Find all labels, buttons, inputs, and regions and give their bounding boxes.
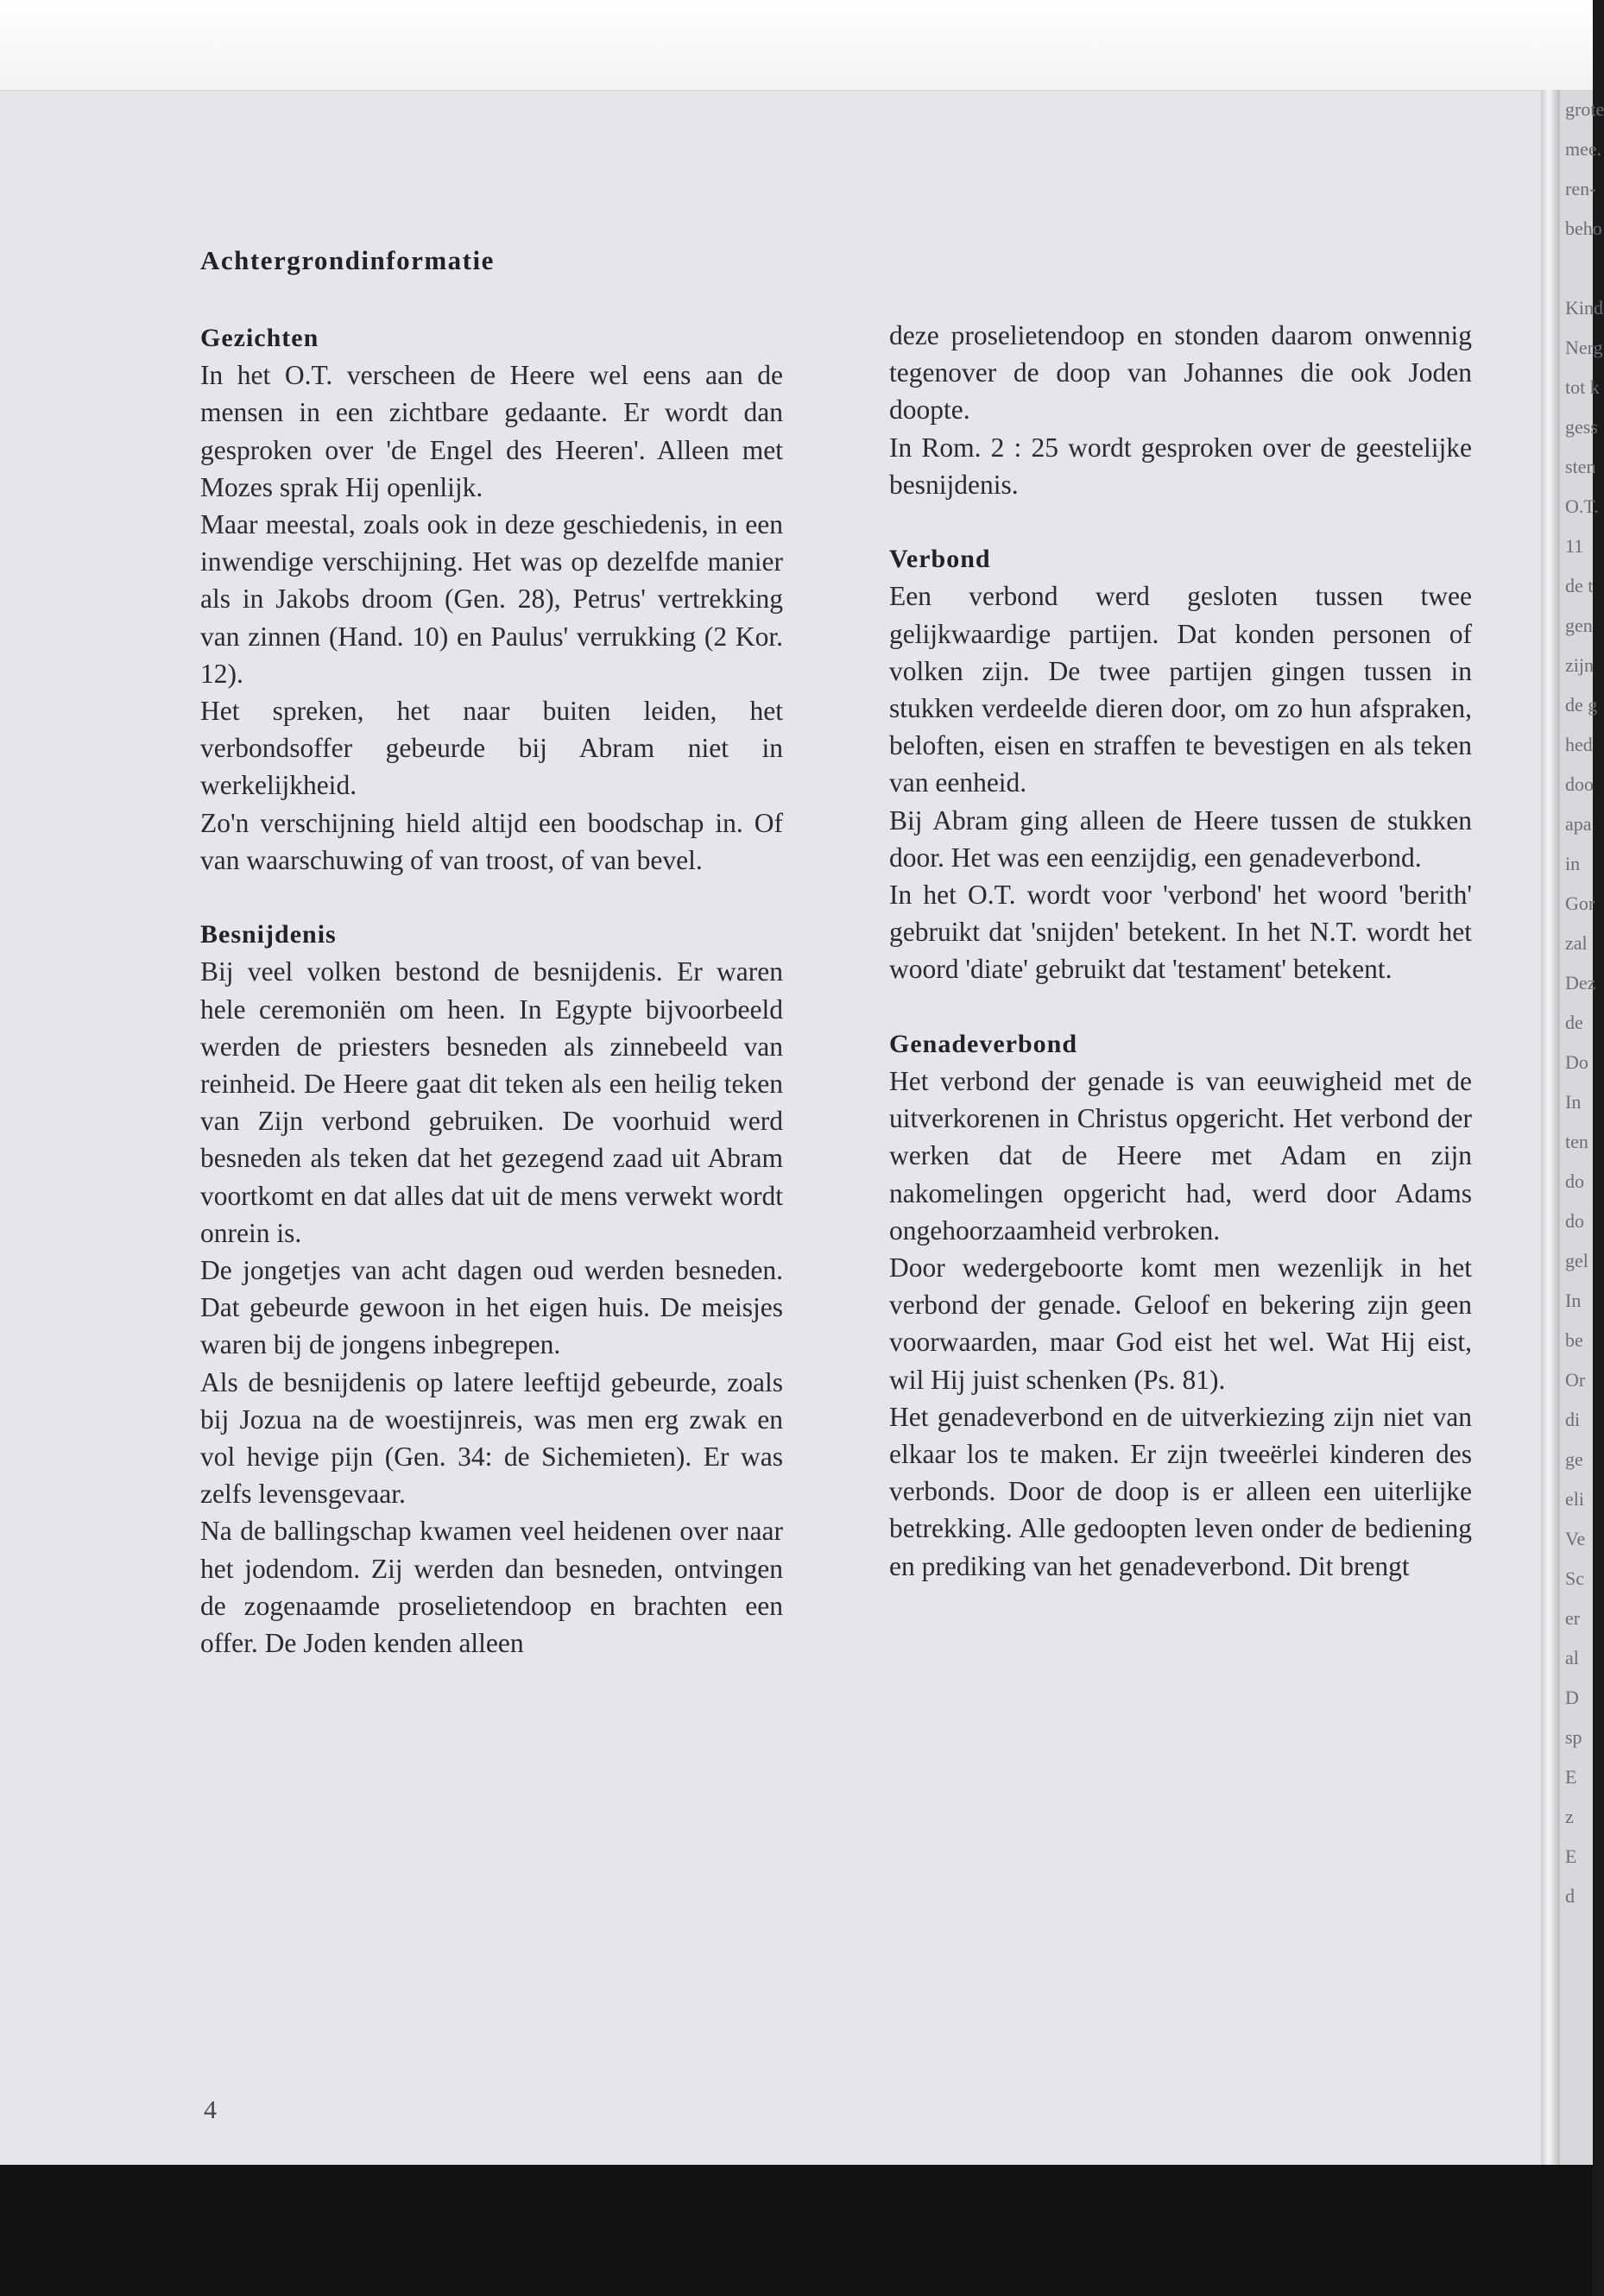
paragraph: Het verbond der genade is van eeuwigheid met de uitverkorenen in Christus opgericht. Het verbond der werken dat de Heere met Adam en zijn nakomelingen opgericht had, werd door Adams ongehoorzaamheid verbroken.: [889, 1066, 1472, 1246]
right-column: [889, 317, 1472, 1585]
facing-page-fragment: E: [1565, 1766, 1577, 1788]
paragraph: Het genadeverbond en de uitverkiezing zijn niet van elkaar los te maken. Er zijn tweeërlei kinderen des verbonds. Door de doop is er alleen een uiterlijke betrekking. Alle gedoopten leven onder de bediening en prediking van het genadeverbond. Dit brengt: [889, 1401, 1472, 1581]
facing-page-fragment: zal: [1565, 932, 1588, 954]
facing-page-fragment: In: [1565, 1290, 1582, 1311]
section-heading: Besnijdenis: [200, 920, 337, 949]
section-gap: [200, 879, 783, 916]
facing-page-fragment: Ve: [1565, 1528, 1586, 1549]
paragraph: deze proselietendoop en stonden daarom onwennig tegenover de doop van Johannes die ook Joden doopte.: [889, 320, 1472, 426]
top-margin: [0, 0, 1593, 95]
facing-page-fragment: O.T.: [1565, 495, 1599, 517]
facing-page-fragment: mee.: [1565, 138, 1602, 160]
paragraph: In Rom. 2 : 25 wordt gesproken over de geestelijke besnijdenis.: [889, 432, 1472, 500]
facing-page-fragment: do: [1565, 1170, 1584, 1192]
facing-page-fragment: D: [1565, 1687, 1579, 1708]
facing-page-fragment: zijn: [1565, 654, 1594, 676]
facing-page-fragment: de t: [1565, 575, 1594, 596]
paragraph: Als de besnijdenis op latere leeftijd gebeurde, zoals bij Jozua na de woestijnreis, was men erg zwak en vol hevige pijn (Gen. 34: de Sichemieten). Er was zelfs levensgevaar.: [200, 1366, 783, 1510]
facing-page-fragment: di: [1565, 1409, 1581, 1430]
facing-page-fragment: gen: [1565, 615, 1593, 636]
facing-page-fragment: Gor: [1565, 893, 1595, 914]
facing-page-fragment: Dez: [1565, 972, 1596, 993]
facing-page-fragment: apa: [1565, 813, 1592, 835]
facing-page-fragment: be: [1565, 1329, 1583, 1351]
facing-page-fragment: de g: [1565, 694, 1598, 716]
paragraph: In het O.T. verscheen de Heere wel eens aan de mensen in een zichtbare gedaante. Er wordt dan gesproken over 'de Engel des Heeren'. Alleen met Mozes sprak Hij openlijk.: [200, 360, 783, 502]
facing-page-fragment: sp: [1565, 1726, 1582, 1748]
paragraph: Bij Abram ging alleen de Heere tussen de stukken door. Het was een eenzijdig, een genadeverbond.: [889, 804, 1472, 873]
page-number: 4: [204, 2096, 217, 2124]
book-gutter: [1541, 90, 1560, 2170]
facing-page-fragment: al: [1565, 1647, 1579, 1668]
facing-page-fragment: eli: [1565, 1488, 1584, 1510]
facing-page-fragment: sten: [1565, 456, 1596, 477]
facing-page-fragment: Do: [1565, 1051, 1588, 1073]
paragraph: Na de ballingschap kwamen veel heidenen over naar het jodendom. Zij werden dan besneden, ontvingen de zogenaamde proselietendoop en brachten een offer. De Joden kenden alleen: [200, 1516, 783, 1659]
scanner-bottom-bar: [0, 2165, 1593, 2296]
facing-page-fragment: ten: [1565, 1131, 1588, 1152]
facing-page-fragment: Kind: [1565, 297, 1603, 319]
facing-page-fragment: Sc: [1565, 1567, 1584, 1589]
paragraph: Een verbond werd gesloten tussen twee gelijkwaardige partijen. Dat konden personen of volken zijn. De twee partijen gingen tussen in stukken verdeelde dieren door, om zo hun afspraken, beloften, eisen en straffen te bevestigen en als teken van eenheid.: [889, 581, 1472, 798]
facing-page-fragment: ren-: [1565, 178, 1596, 199]
facing-page-fragment: grote: [1565, 98, 1604, 120]
facing-page-fragment: Or: [1565, 1369, 1586, 1391]
facing-page-fragment: E: [1565, 1845, 1577, 1867]
facing-page-fragment: hed: [1565, 734, 1593, 755]
section-gap: [889, 988, 1472, 1025]
facing-page-fragment: 11: [1565, 535, 1584, 557]
left-column: [200, 319, 783, 1662]
facing-page-fragment: doo: [1565, 773, 1594, 795]
section-heading: Verbond: [889, 545, 991, 574]
page-title: Achtergrondinformatie: [200, 245, 495, 275]
paragraph: De jongetjes van acht dagen oud werden besneden. Dat gebeurde gewoon in het eigen huis. De meisjes waren bij de jongens inbegrepen.: [200, 1255, 783, 1360]
facing-page-fragment: gel: [1565, 1250, 1588, 1271]
facing-page-fragment: Nerg: [1565, 337, 1603, 358]
paragraph: Door wedergeboorte komt men wezenlijk in het verbond der genade. Geloof en bekering zijn geen voorwaarden, maar God eist het wel. Wat Hij eist, wil Hij juist schenken (Ps. 81).: [889, 1252, 1472, 1395]
facing-page-fragment: ge: [1565, 1448, 1583, 1470]
paragraph: Maar meestal, zoals ook in deze geschiedenis, in een inwendige verschijning. Het was op dezelfde manier als in Jakobs droom (Gen. 28), Petrus' vertrekking van zinnen (Hand. 10) en Paulus' verrukking (2 Kor. 12).: [200, 509, 783, 689]
facing-page-fragment: gess: [1565, 416, 1598, 438]
paragraph: Zo'n verschijning hield altijd een boodschap in. Of van waarschuwing of van troost, of van bevel.: [200, 807, 783, 875]
facing-page-fragment: [1560, 249, 1593, 288]
facing-page-fragment: in: [1565, 853, 1581, 874]
facing-page-fragment: tot k: [1565, 376, 1600, 398]
facing-page-fragment: In: [1565, 1091, 1582, 1113]
facing-page-fragment: do: [1565, 1210, 1584, 1232]
facing-page-fragment: beho: [1565, 218, 1602, 239]
paragraph: Het spreken, het naar buiten leiden, het verbondsoffer gebeurde bij Abram niet in werkelijkheid.: [200, 696, 783, 801]
section-gap: [889, 503, 1472, 540]
section-heading: Genadeverbond: [889, 1029, 1078, 1058]
facing-page-fragment: de: [1565, 1012, 1583, 1033]
facing-page-fragment: z: [1565, 1806, 1574, 1827]
facing-page-fragment: d: [1565, 1885, 1575, 1907]
section-heading: Gezichten: [200, 324, 319, 352]
facing-page-edge: [1560, 90, 1604, 2170]
paragraph: Bij veel volken bestond de besnijdenis. Er waren hele ceremoniën om heen. In Egypte bijvoorbeeld werden de priesters besneden als zinnebeeld van reinheid. De Heere gaat dit teken als een heilig teken van Zijn verbond gebruiken. De voorhuid werd besneden als teken dat het gezegend zaad uit Abram voortkomt en dat alles dat uit de mens verwekt wordt onrein is.: [200, 956, 783, 1248]
facing-page-fragment: er: [1565, 1607, 1581, 1629]
paragraph: In het O.T. wordt voor 'verbond' het woord 'berith' gebruikt dat 'snijden' betekent. In het N.T. wordt het woord 'diate' gebruikt dat 'testament' betekent.: [889, 880, 1472, 985]
